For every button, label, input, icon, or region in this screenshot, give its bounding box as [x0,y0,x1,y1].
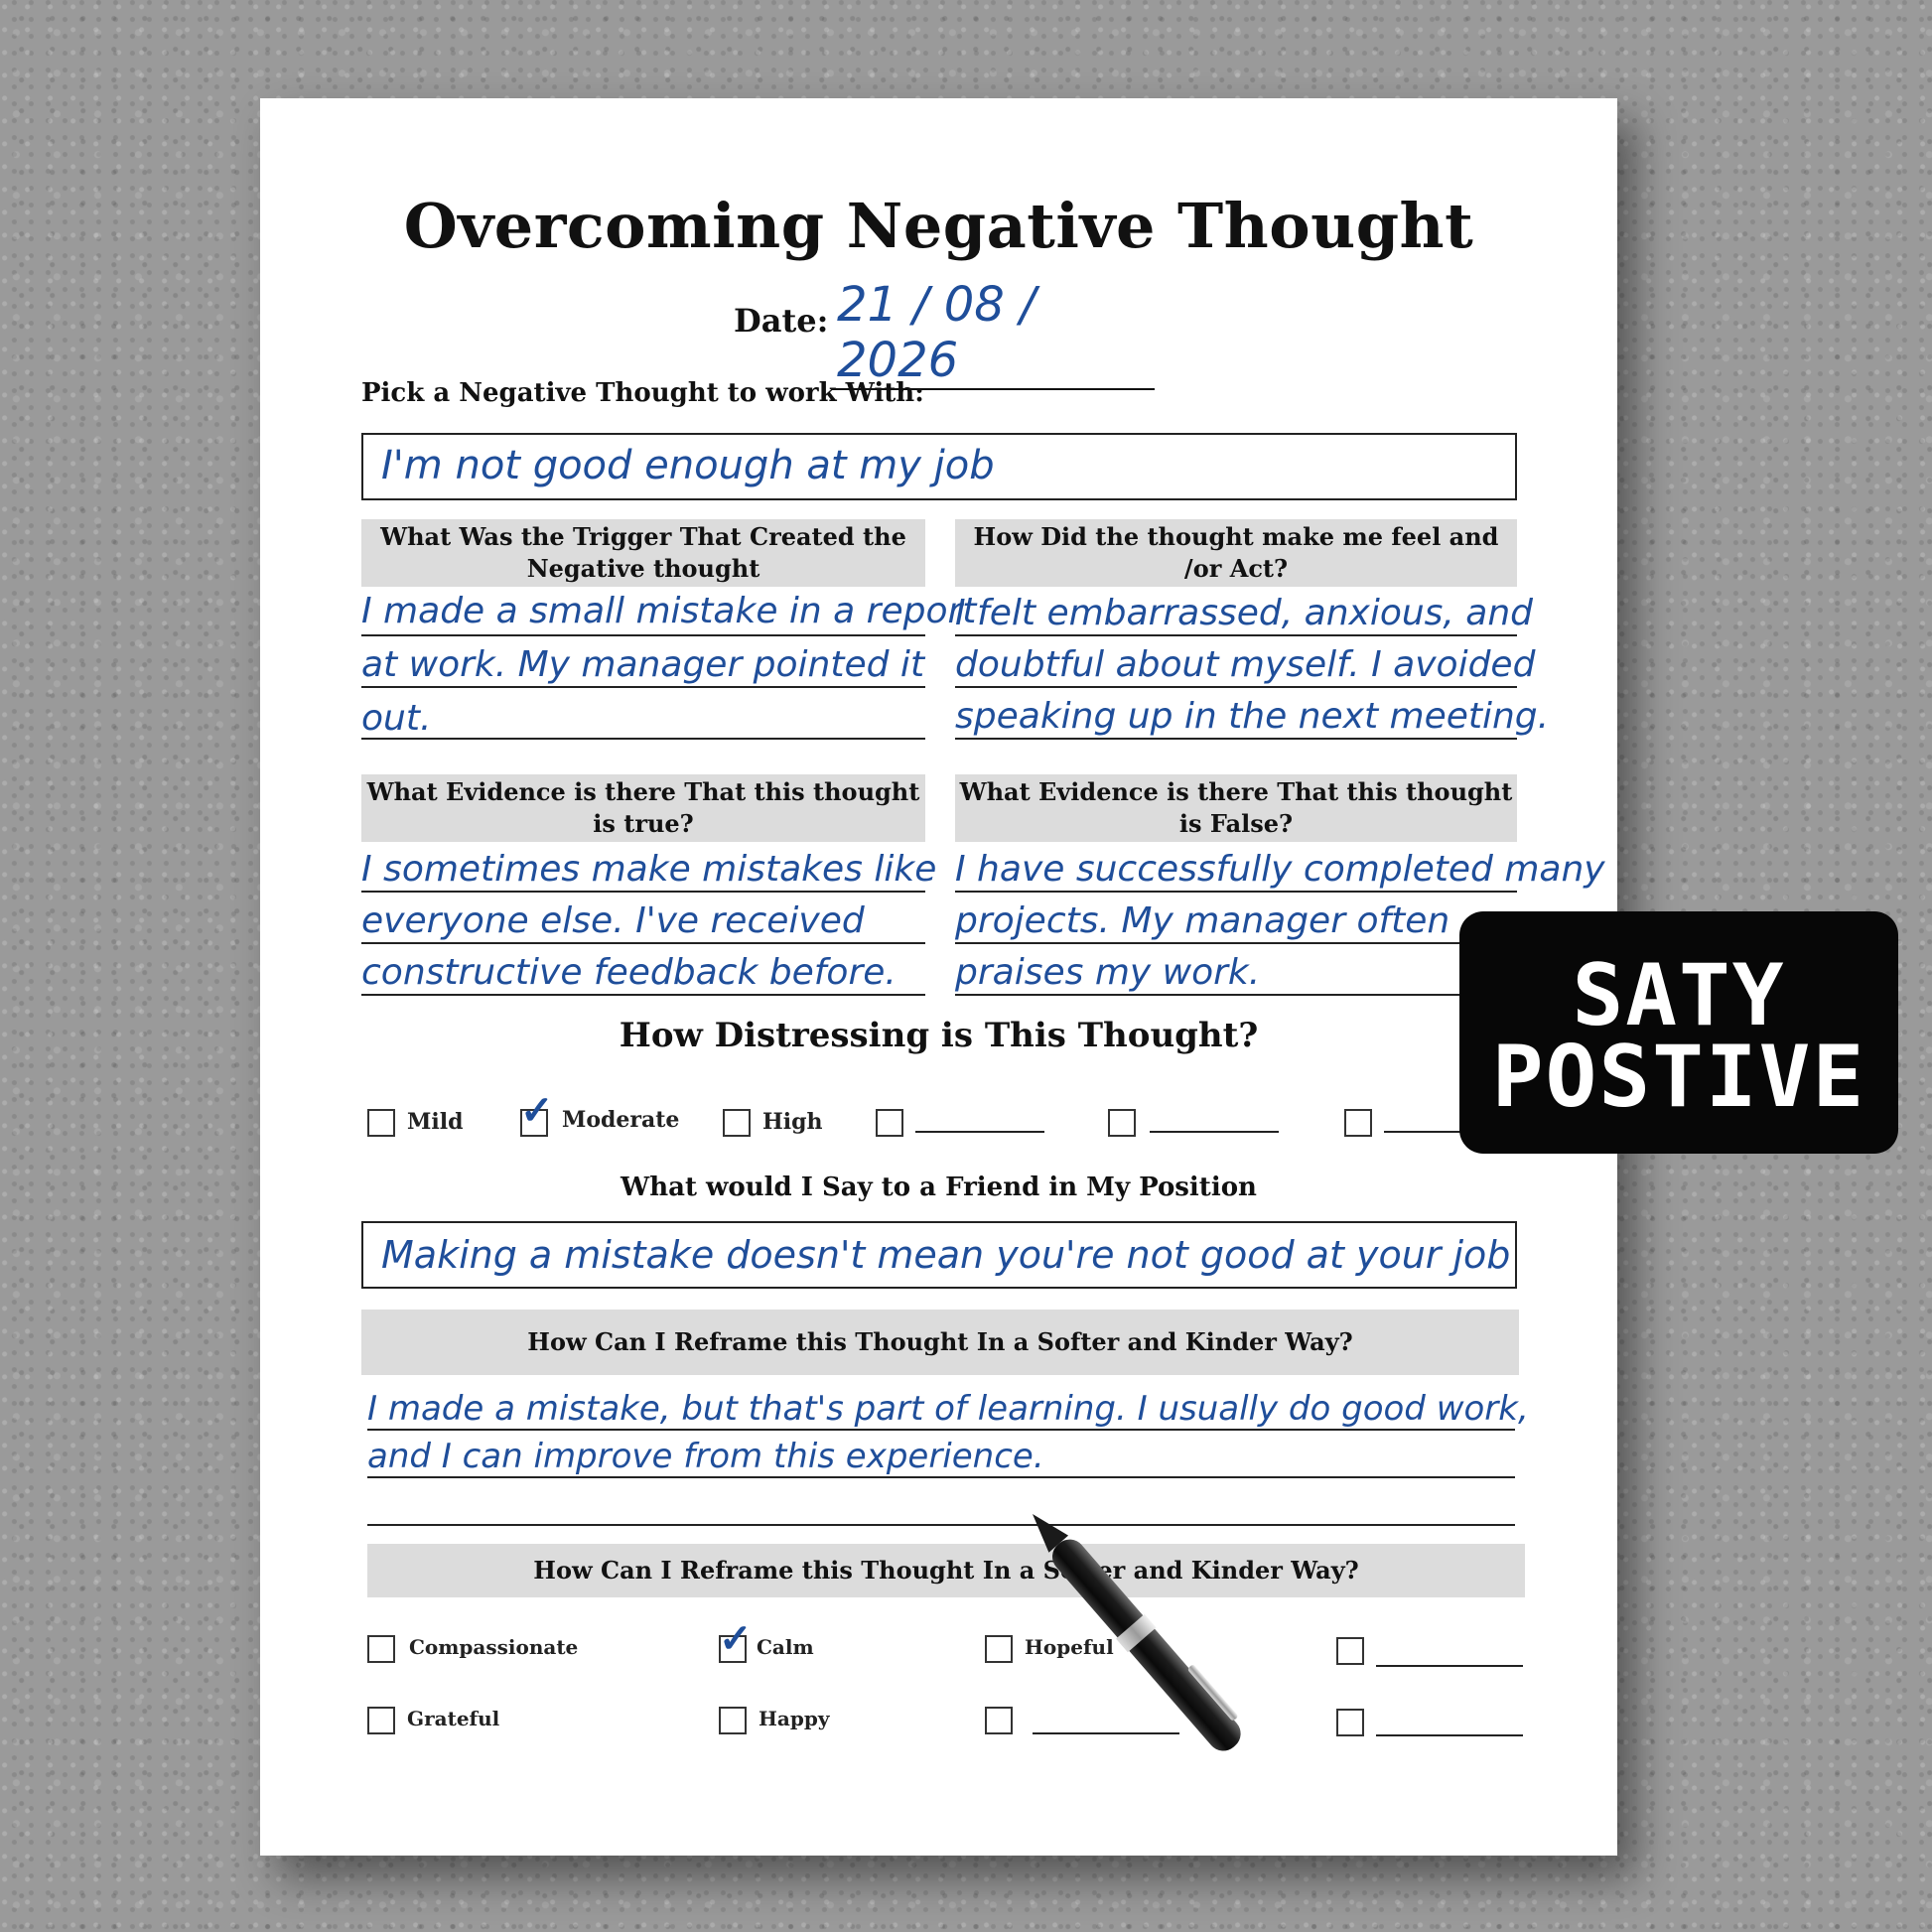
writing-line [361,891,925,893]
trigger-text-line-2: at work. My manager pointed it [361,644,925,685]
evidence-true-text-line-2: everyone else. I've received [361,900,865,941]
writing-line [367,1524,1515,1526]
friend-answer-field[interactable] [361,1221,1517,1289]
moderate-label: Moderate [562,1107,680,1133]
writing-line [361,738,925,740]
custom-feeling-checkbox-3[interactable] [1336,1709,1364,1736]
custom-feeling-checkbox-2[interactable] [985,1707,1013,1734]
feel-answer[interactable] [955,589,1550,748]
custom-distress-blank-2[interactable] [1150,1131,1279,1133]
trigger-heading [361,519,925,587]
custom-distress-checkbox-1[interactable] [876,1109,903,1137]
saty-postive-badge [1459,911,1898,1154]
checkmark-icon: ✓ [719,1615,753,1662]
high-checkbox[interactable] [723,1109,751,1137]
custom-feeling-blank-2[interactable] [1033,1732,1179,1734]
feel-text-line-3: speaking up in the next meeting. [955,696,1550,737]
evidence-true-answer[interactable] [361,845,937,1004]
negative-thought-text: I'm not good enough at my job [381,443,995,488]
mild-label: Mild [407,1109,464,1135]
writing-line [367,1476,1515,1478]
custom-distress-blank-1[interactable] [915,1131,1044,1133]
compassionate-checkbox[interactable] [367,1635,395,1663]
reframe-heading: How Can I Reframe this Thought In a Softer and Kinder Way? [361,1310,1519,1375]
writing-line [361,634,925,636]
evidence-true-heading-line-1: What Evidence is there That this thought [366,777,920,806]
hopeful-label: Hopeful [1025,1635,1114,1659]
friend-title: What would I Say to a Friend in My Position [621,1173,1257,1202]
evidence-false-text-line-3: praises my work. [955,952,1261,993]
trigger-text-line-1: I made a small mistake in a report [361,591,977,631]
happy-label: Happy [759,1707,830,1730]
calm-label: Calm [757,1635,814,1659]
mild-checkbox[interactable] [367,1109,395,1137]
happy-checkbox[interactable] [719,1707,747,1734]
writing-line [361,994,925,996]
grateful-checkbox[interactable] [367,1707,395,1734]
feel-heading-line-1: How Did the thought make me feel and [973,522,1499,551]
trigger-answer[interactable] [361,589,977,748]
custom-feeling-blank-1[interactable] [1376,1665,1523,1667]
worksheet-page [260,98,1617,1856]
evidence-false-text-line-2: projects. My manager often [955,900,1450,941]
date-field[interactable]: 21 / 08 / 2026 [831,277,1155,390]
custom-distress-checkbox-2[interactable] [1108,1109,1136,1137]
compassionate-label: Compassionate [409,1635,579,1659]
evidence-true-heading [361,774,925,842]
feel-text-line-1: I felt embarrassed, anxious, and [955,593,1534,633]
friend-answer-text: Making a mistake doesn't mean you're not good at your job [381,1233,1511,1277]
evidence-false-heading-line-1: What Evidence is there That this thought [959,777,1513,806]
evidence-true-text-line-1: I sometimes make mistakes like [361,849,937,890]
page-title: Overcoming Negative Thought [403,190,1474,262]
trigger-heading-line-2: Negative thought [526,554,760,583]
pick-thought-label: Pick a Negative Thought to work With: [361,378,924,408]
badge-line-1: SATY [1572,946,1786,1045]
writing-line [955,994,1517,996]
evidence-false-heading [955,774,1517,842]
writing-line [361,686,925,688]
custom-feeling-blank-3[interactable] [1376,1734,1523,1736]
writing-line [955,634,1517,636]
evidence-false-text-line-1: I have successfully completed many [955,849,1605,890]
feelings-heading: How Can I Reframe this Thought In a Softer and Kinder Way? [367,1544,1525,1597]
reframe-answer[interactable] [367,1389,1529,1528]
evidence-true-text-line-3: constructive feedback before. [361,952,897,993]
trigger-heading-line-1: What Was the Trigger That Created the [380,522,906,551]
feel-text-line-2: doubtful about myself. I avoided [955,644,1536,685]
writing-line [955,738,1517,740]
high-label: High [762,1109,823,1135]
distress-title: How Distressing is This Thought? [619,1016,1259,1055]
feel-heading-line-2: /or Act? [1183,554,1289,583]
date-label: Date: [734,302,829,340]
evidence-true-heading-line-2: is true? [593,809,694,838]
reframe-text-line-2: and I can improve from this experience. [367,1437,1044,1476]
writing-line [361,942,925,944]
grateful-label: Grateful [407,1707,500,1730]
negative-thought-field[interactable] [361,433,1517,500]
badge-line-2: POSTIVE [1491,1028,1866,1127]
writing-line [955,942,1517,944]
evidence-false-heading-line-2: is False? [1178,809,1294,838]
writing-line [367,1429,1515,1431]
checkmark-icon: ✓ [520,1087,554,1134]
reframe-text-line-1: I made a mistake, but that's part of learning. I usually do good work, [367,1389,1529,1429]
custom-feeling-checkbox-1[interactable] [1336,1637,1364,1665]
evidence-false-answer[interactable] [955,845,1605,1004]
hopeful-checkbox[interactable] [985,1635,1013,1663]
custom-distress-checkbox-3[interactable] [1344,1109,1372,1137]
writing-line [955,891,1517,893]
writing-line [955,686,1517,688]
trigger-text-line-3: out. [361,698,432,739]
feel-heading [955,519,1517,587]
